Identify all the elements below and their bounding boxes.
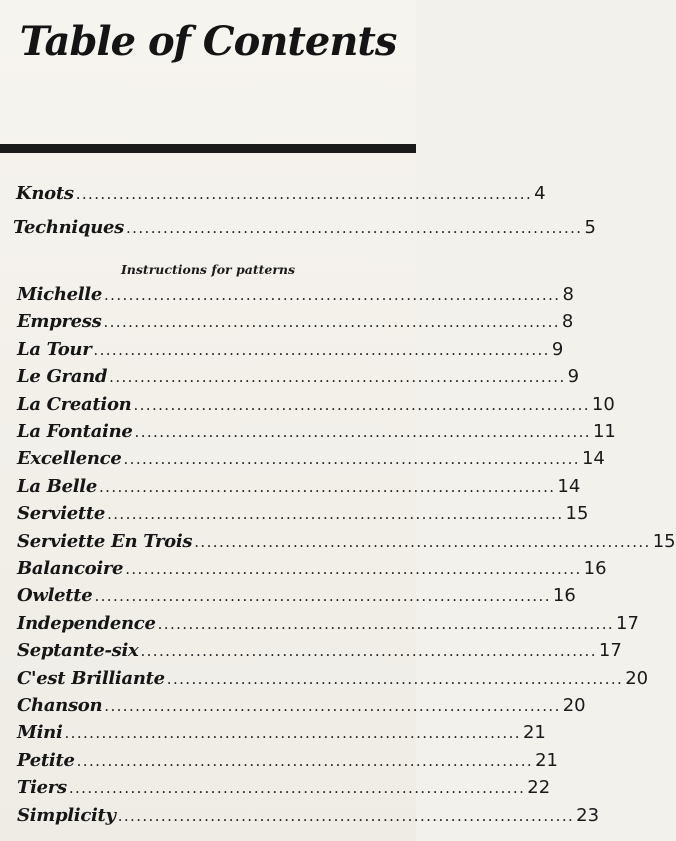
toc-entry-page: 11 <box>592 421 616 442</box>
toc-entry-page: 20 <box>562 695 586 716</box>
toc-entry-page: 21 <box>535 749 558 771</box>
toc-entry-label: La Creation <box>17 393 132 415</box>
toc-entry <box>17 749 558 778</box>
toc-entry <box>17 475 581 504</box>
toc-entry-label: Chanson <box>17 695 103 716</box>
toc-entry-label: Tiers <box>17 777 67 799</box>
toc-entry-page: 22 <box>527 777 551 799</box>
toc-entry-page: 15 <box>652 530 676 552</box>
toc-entry <box>17 366 580 394</box>
toc-entry <box>17 667 649 696</box>
toc-entry-label: Simplicity <box>17 804 116 826</box>
leader-dots: .......................................................................... <box>157 614 615 633</box>
toc-entry-label: Empress <box>17 311 102 333</box>
toc-entry-page: 14 <box>557 475 581 497</box>
toc-entry <box>17 777 551 805</box>
toc-entry-label: Michelle <box>17 284 102 305</box>
leader-dots: .......................................................................... <box>123 450 580 469</box>
toc-entry-page: 10 <box>591 393 615 415</box>
toc-entry <box>17 311 574 339</box>
leader-dots: .......................................................................... <box>75 185 533 203</box>
toc-entry <box>17 338 564 367</box>
leader-dots: .......................................................................... <box>94 587 551 606</box>
toc-entry-page: 8 <box>561 311 574 333</box>
leader-dots: .......................................................................... <box>125 560 582 578</box>
leader-dots: .......................................................................... <box>64 724 521 743</box>
leader-dots: .......................................................................... <box>76 751 534 770</box>
leader-dots: .......................................................................... <box>104 697 561 715</box>
toc-entry-label: La Fontaine <box>17 421 133 442</box>
toc-entry <box>13 217 596 245</box>
leader-dots: .......................................................................... <box>104 286 561 304</box>
toc-entry-page: 16 <box>583 558 607 579</box>
toc-entry <box>17 558 607 586</box>
toc-entry <box>17 421 616 449</box>
toc-entry-label: C'est Brilliante <box>17 667 165 689</box>
header-divider <box>0 144 416 153</box>
toc-entry-page: 9 <box>551 338 564 360</box>
toc-entry-label: Techniques <box>13 217 125 238</box>
toc-entry-label: Mini <box>17 722 63 744</box>
toc-entry-label: Le Grand <box>17 366 108 388</box>
toc-entry-page: 9 <box>567 366 580 388</box>
leader-dots: .......................................................................... <box>117 806 575 825</box>
toc-entry <box>17 722 546 750</box>
toc-entry-label: Septante-six <box>17 640 139 662</box>
toc-entry-page: 15 <box>565 503 589 525</box>
toc-entry-page: 23 <box>576 804 600 826</box>
toc-entry-label: Serviette En Trois <box>17 530 193 552</box>
toc-entry-page: 17 <box>616 612 639 634</box>
toc-entry <box>17 695 586 723</box>
page-title: Table of Contents <box>19 18 397 65</box>
toc-entry-page: 20 <box>625 667 649 689</box>
toc-entry-page: 16 <box>552 585 576 607</box>
toc-entry <box>17 284 574 312</box>
leader-dots: .......................................................................... <box>103 313 560 332</box>
toc-entry <box>17 804 600 833</box>
toc-entry-page: 17 <box>598 640 622 662</box>
toc-entry <box>17 530 676 559</box>
toc-entry <box>17 503 589 531</box>
toc-entry-label: Excellence <box>17 448 122 470</box>
toc-entry <box>17 640 622 668</box>
toc-entry-label: La Belle <box>17 475 97 497</box>
toc-entry-label: Balancoire <box>17 558 124 579</box>
toc-entry-page: 4 <box>534 183 546 204</box>
toc-entry-label: Owlette <box>17 585 93 607</box>
toc-entry-label: Knots <box>16 183 74 204</box>
leader-dots: .......................................................................... <box>68 779 526 798</box>
toc-entry <box>17 448 605 476</box>
leader-dots: .......................................................................... <box>134 423 591 441</box>
toc-entry-page: 5 <box>584 217 596 238</box>
leader-dots: .......................................................................... <box>93 340 550 359</box>
leader-dots: .......................................................................... <box>98 477 556 496</box>
leader-dots: .......................................................................... <box>166 669 624 688</box>
toc-entry-page: 8 <box>562 284 574 305</box>
leader-dots: .......................................................................... <box>109 368 566 387</box>
toc-entry <box>17 585 576 613</box>
leader-dots: .......................................................................... <box>194 532 651 551</box>
toc-entry-label: Serviette <box>17 503 106 525</box>
leader-dots: .......................................................................... <box>140 642 597 661</box>
toc-entry-label: Petite <box>17 749 75 771</box>
toc-entry-label: Independence <box>17 612 156 634</box>
toc-entry <box>17 393 615 422</box>
leader-dots: .......................................................................... <box>126 219 583 237</box>
toc-entry-page: 14 <box>581 448 605 470</box>
toc-entry <box>17 612 639 641</box>
section-subheading: Instructions for patterns <box>120 262 296 277</box>
toc-entry-label: La Tour <box>17 338 92 360</box>
toc-entry <box>16 183 546 211</box>
leader-dots: .......................................................................... <box>133 395 590 414</box>
toc-entry-page: 21 <box>522 722 546 744</box>
leader-dots: .......................................................................... <box>107 505 564 524</box>
